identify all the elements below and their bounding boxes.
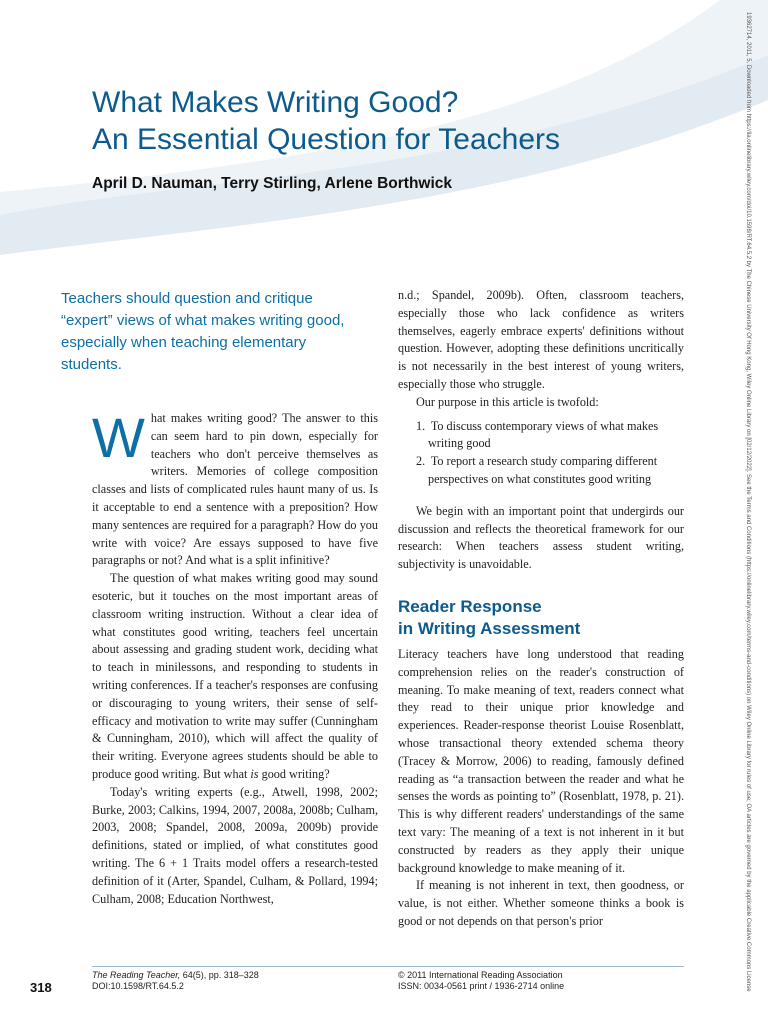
- purpose-list: [398, 418, 684, 489]
- list-item: 2. To report a research study comparing different perspectives on what constitutes good writing: [416, 454, 658, 486]
- drop-cap: W: [92, 406, 145, 469]
- right-paragraph-2: Our purpose in this article is twofold:: [416, 394, 599, 409]
- doi: DOI:10.1598/RT.64.5.2: [92, 981, 184, 991]
- title-line-1: What Makes Writing Good?: [92, 86, 459, 119]
- right-paragraph-3: We begin with an important point that undergirds our discussion and reflects the theoretical framework for our research: When teachers assess student writing, subjectivity is unavoidable.: [398, 503, 684, 572]
- right-paragraph-1: n.d.; Spandel, 2009b). Often, classroom teachers, especially those who lack confidence as writers themselves, eagerly embrace experts' definitions without question. However, adopting these definitions uncritically is not necessarily in the best interest of young writers, especially those who struggle.: [398, 288, 684, 391]
- title-line-2: An Essential Question for Teachers: [92, 123, 561, 156]
- pull-quote: Teachers should question and critique “expert” views of what makes writing good, especially when teaching elementary students.: [61, 290, 345, 373]
- article-title: [92, 84, 692, 158]
- footer-copyright: © 2011 International Reading Association ISSN: 0034-0561 print / 1936-2714 online: [398, 970, 565, 991]
- footer-rule: [92, 966, 684, 967]
- page-number: 318: [30, 980, 52, 995]
- body-paragraph-2: The question of what makes writing good may sound esoteric, but it touches on the most important areas of classroom writing instruction. Without a clear idea of what constitutes good writing, teachers feel uncertain about assessing and grading student work, deciding what to teach in minilessons, and responding to students in writing conferences. If a teacher's responses are confusing or discouraging to young writers, their sense of self-efficacy and motivation to write may suffer (Cunningham & Cunningham, 2010), which will affect the quality of their writing. Everyone agrees students should be able to produce good writing. But what is good writing?: [92, 571, 378, 781]
- left-column: [92, 406, 378, 908]
- list-item: 1. To discuss contemporary views of what makes writing good: [416, 418, 659, 451]
- right-column: [398, 287, 684, 931]
- intro-text: hat makes writing good? The answer to this can seem hard to pin down, especially for teachers who don't perceive themselves as writers. Memories of college composition classes and lists of complicated rules haunt many of us. Is it acceptable to end a sentence with a preposition? How many sentences are required for a paragraph? How do you write with voice? Are essays supposed to have five paragraphs or not? And what is a split infinitive?: [92, 411, 378, 568]
- issn: ISSN: 0034-0561 print / 1936-2714 online: [398, 981, 565, 991]
- authors: April D. Nauman, Terry Stirling, Arlene Borthwick: [92, 175, 453, 192]
- section-heading: Reader Response in Writing Assessment: [398, 596, 581, 638]
- footer-citation: The Reading Teacher, 64(5), pp. 318–328 DOI:10.1598/RT.64.5.2: [92, 970, 259, 991]
- right-paragraph-5: If meaning is not inherent in text, then goodness, or value, is not either. Whether someone thinks a book is good or not depends on that person's prior: [398, 878, 684, 928]
- intro-paragraph: [92, 406, 378, 570]
- download-notice: 19362714, 2011, 5, Downloaded from https://ila.onlinelibrary.wiley.com/doi/10.1598/RT.64.5.2 by The Chinese University Of Hong Kong, Wiley Online Library on [02/12/2022]. See the Terms and Conditions (https://onlinelibrary.wiley.com/terms-and-conditions) on Wiley Online Library for rules of use; OA articles are governed by the applicable Creative Commons License: [745, 12, 751, 992]
- body-paragraph-3: Today's writing experts (e.g., Atwell, 1998, 2002; Burke, 2003; Calkins, 1994, 2007, 2008a, 2008b; Culham, 2003, 2008; Spandel, 2008, 2009a, 2009b) provide definitions, stated or implied, of what constitutes good writing. The 6 + 1 Traits model offers a research-tested definition of it (Arter, Spandel, Culham, & Pollard, 1994; Culham, 2008; Education Northwest,: [92, 784, 378, 906]
- right-paragraph-4: Literacy teachers have long understood that reading comprehension relies on the reader's construction of meaning. To make meaning of text, readers connect what they read to their unique prior knowledge and experiences. Reader-response theorist Louise Rosenblatt, whose transactional theory extended schema theory (Tracey & Morrow, 2006) to reading, famously defined reading as “a transaction between the reader and what he senses the words as pointing to” (Rosenblatt, 1978, p. 21). This is why different readers' understandings of the same text vary: The meaning of a text is not inherent in it but constructed by readers as they apply their unique background knowledge to make meaning of it.: [398, 646, 684, 875]
